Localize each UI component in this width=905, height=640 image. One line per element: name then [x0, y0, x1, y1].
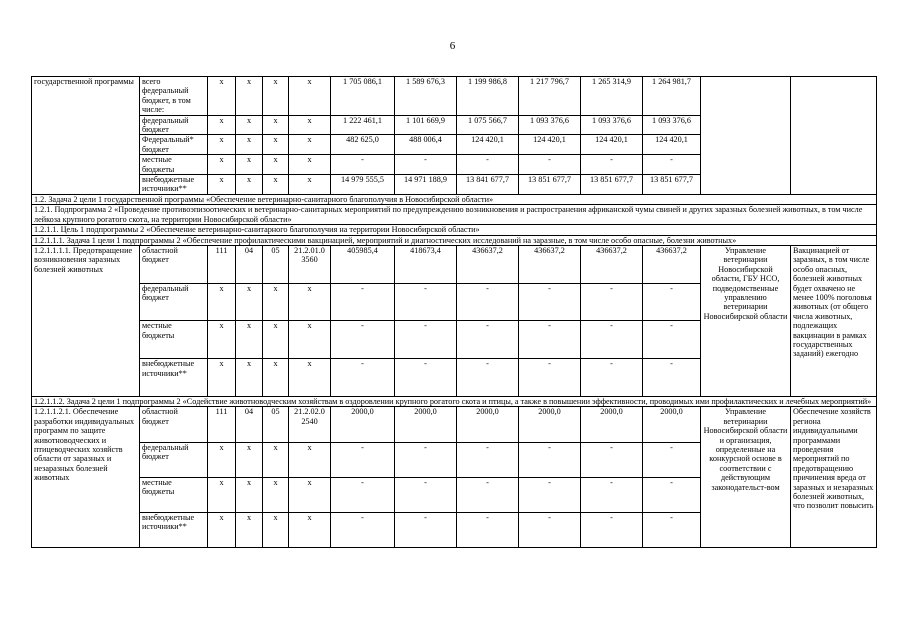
table-cell: 13 851 677,7	[519, 175, 581, 195]
table-cell: х	[236, 477, 263, 512]
table-cell: -	[643, 321, 701, 359]
table-cell: федеральный бюджет	[140, 442, 208, 477]
measure1-executor: Управление ветеринарии Новосибирской области, ГБУ НСО, подведомственные управлению ветеринарии Новосибирской области	[701, 245, 791, 396]
table-cell: 488 006,4	[395, 135, 457, 155]
table-cell: внебюджетные источники**	[140, 513, 208, 548]
table-cell: х	[208, 321, 236, 359]
program-label: государственной программы	[32, 77, 140, 195]
table-cell: областной бюджет	[140, 407, 208, 442]
table-cell: областной бюджет	[140, 245, 208, 283]
table-cell: х	[236, 321, 263, 359]
table-cell: 1 093 376,6	[519, 115, 581, 135]
table-cell: 1 101 669,9	[395, 115, 457, 135]
table-cell: х	[236, 283, 263, 321]
table-cell: -	[395, 359, 457, 397]
table-cell: 1 265 314,9	[581, 77, 643, 116]
table-cell: 13 841 677,7	[457, 175, 519, 195]
table-cell: -	[643, 442, 701, 477]
table-cell: 124 420,1	[457, 135, 519, 155]
table-cell: х	[236, 513, 263, 548]
table-cell: местные бюджеты	[140, 477, 208, 512]
table-cell: -	[581, 442, 643, 477]
table-cell: -	[395, 442, 457, 477]
task-row	[32, 194, 877, 204]
table-cell: -	[331, 283, 395, 321]
table-cell: местные бюджеты	[140, 155, 208, 175]
page-number: 6	[449, 40, 456, 52]
table-cell: х	[289, 283, 331, 321]
table-cell: -	[519, 155, 581, 175]
table-cell: Федеральный* бюджет	[140, 135, 208, 155]
table-cell: х	[263, 513, 289, 548]
table-cell: -	[457, 359, 519, 397]
table-cell: х	[208, 135, 236, 155]
table-cell: -	[331, 359, 395, 397]
table-cell: 2000,0	[331, 407, 395, 442]
table-cell: -	[395, 321, 457, 359]
table-cell: 124 420,1	[581, 135, 643, 155]
table-cell: х	[289, 513, 331, 548]
table-cell: 436637,2	[643, 245, 701, 283]
table-cell: 14 979 555,5	[331, 175, 395, 195]
table-cell: 1 093 376,6	[581, 115, 643, 135]
table-cell: х	[263, 135, 289, 155]
table-cell: 1 217 796,7	[519, 77, 581, 116]
table-cell: 05	[263, 407, 289, 442]
table-cell: х	[289, 442, 331, 477]
table-cell: х	[236, 77, 263, 116]
measure1-row	[32, 245, 877, 283]
table-cell: х	[236, 442, 263, 477]
table-cell: -	[457, 283, 519, 321]
table-cell: -	[519, 513, 581, 548]
table-cell: х	[263, 321, 289, 359]
table-cell: -	[457, 442, 519, 477]
table-cell: -	[643, 359, 701, 397]
table-cell: х	[208, 77, 236, 116]
table-cell: -	[581, 321, 643, 359]
table-cell: х	[208, 442, 236, 477]
table-cell: 05	[263, 245, 289, 283]
table-cell: 1 093 376,6	[643, 115, 701, 135]
measure2-name: 1.2.1.1.2.1. Обеспечение разработки индивидуальных программ по защите животноводческих и птицеводческих хозяйств области от заразных и незаразных болезней животных	[32, 407, 140, 548]
table-cell: -	[581, 477, 643, 512]
table-row	[32, 77, 877, 116]
table-cell: х	[263, 115, 289, 135]
table-cell: 2000,0	[643, 407, 701, 442]
table-cell: -	[331, 513, 395, 548]
table-cell: 04	[236, 407, 263, 442]
table-cell: 1.2.1. Подпрограмма 2 «Проведение противоэпизоотических и ветеринарно-санитарных мероприятий по предупреждению возникновения и распространения африканской чумы свиней и других заразных болезней животных, в том числе лейкоза крупного рогатого скота, на территории Новосибирской области»	[32, 205, 877, 225]
table-cell: -	[331, 155, 395, 175]
measure1-result: Вакцинацией от заразных, в том числе особо опасных, болезней животных будет охвачено не менее 100% поголовья животных (от общего числа животных, подлежащих вакцинации в рамках государственных заданий) ежегодно	[791, 245, 877, 396]
table-cell: -	[395, 283, 457, 321]
table-cell: -	[457, 155, 519, 175]
table-cell: 418673,4	[395, 245, 457, 283]
table-cell: -	[581, 155, 643, 175]
table-cell: федеральный бюджет	[140, 283, 208, 321]
table-cell: -	[643, 477, 701, 512]
table-cell: -	[643, 513, 701, 548]
measure2-executor: Управление ветеринарии Новосибирской области и организация, определенные на конкурсной основе в соответствии с действующим законодательст-вом	[701, 407, 791, 548]
table-cell: -	[581, 283, 643, 321]
table-cell: 04	[236, 245, 263, 283]
task2-row	[32, 396, 877, 406]
table-cell: х	[289, 135, 331, 155]
table-cell: внебюджетные источники**	[140, 359, 208, 397]
table-cell: х	[208, 283, 236, 321]
table-cell: 1.2.1.1.2. Задача 2 цели 1 подпрограммы 2 «Содействие животноводческим хозяйствам в оздоровлении крупного рогатого скота и птицы, а также в повышении эффективности, проводимых ими профилактических и лечебных мероприятий»	[32, 396, 877, 406]
table-cell: х	[263, 77, 289, 116]
table-cell: х	[208, 175, 236, 195]
table-cell: х	[289, 115, 331, 135]
table-cell: 1 589 676,3	[395, 77, 457, 116]
table-cell: 1 264 981,7	[643, 77, 701, 116]
table-cell: х	[236, 359, 263, 397]
table-cell: 2000,0	[519, 407, 581, 442]
table-cell: х	[208, 359, 236, 397]
table-cell: 13 851 677,7	[581, 175, 643, 195]
table-cell: 436637,2	[519, 245, 581, 283]
program-table	[31, 76, 877, 548]
table-cell: 21.2.01.0 3560	[289, 245, 331, 283]
table-cell: -	[395, 477, 457, 512]
table-cell: 2000,0	[581, 407, 643, 442]
table-cell: -	[395, 513, 457, 548]
table-cell: -	[457, 477, 519, 512]
table-cell: 2000,0	[457, 407, 519, 442]
subprogram-row	[32, 205, 877, 225]
table-cell: х	[289, 155, 331, 175]
table-cell: 1.2. Задача 2 цели 1 государственной программы «Обеспечение ветеринарно-санитарного благополучия в Новосибирской области»	[32, 194, 877, 204]
table-cell: 13 851 677,7	[643, 175, 701, 195]
table-cell: 1.2.1.1.1. Задача 1 цели 1 подпрограммы 2 «Обеспечение профилактическими вакцинацией, мероприятий и диагностических исследований на заразные, в том числе особо опасные, болезни животных»	[32, 235, 877, 245]
table-cell: х	[236, 115, 263, 135]
table-cell: 21.2.02.0 2540	[289, 407, 331, 442]
table-cell: 436637,2	[581, 245, 643, 283]
table-cell: 111	[208, 407, 236, 442]
table-cell: х	[289, 477, 331, 512]
table-cell: х	[263, 283, 289, 321]
table-cell: -	[519, 283, 581, 321]
table-cell: х	[263, 442, 289, 477]
table-cell: -	[331, 321, 395, 359]
table-cell: х	[289, 321, 331, 359]
table-cell: -	[331, 442, 395, 477]
table-cell	[791, 77, 877, 195]
table-cell: х	[208, 477, 236, 512]
table-cell: -	[581, 513, 643, 548]
table-cell: -	[519, 477, 581, 512]
table-cell: 1.2.1.1. Цель 1 подпрограммы 2 «Обеспечение ветеринарно-санитарного благополучия на территории Новосибирской области»	[32, 225, 877, 235]
table-cell: 1 705 086,1	[331, 77, 395, 116]
table-cell: х	[289, 77, 331, 116]
table-cell: 1 222 461,1	[331, 115, 395, 135]
table-cell: 1 199 986,8	[457, 77, 519, 116]
table-cell: -	[457, 513, 519, 548]
table-cell: 111	[208, 245, 236, 283]
table-cell: 405985,4	[331, 245, 395, 283]
measure2-result: Обеспечение хозяйств региона индивидуальными программами проведения мероприятий по предотвращению причинения вреда от заразных и незаразных болезней животных, что позволит повысить	[791, 407, 877, 548]
table-cell: х	[263, 155, 289, 175]
table-cell: -	[457, 321, 519, 359]
table-cell: х	[236, 135, 263, 155]
table-cell: 2000,0	[395, 407, 457, 442]
table-cell: х	[236, 175, 263, 195]
table-cell: всего федеральный бюджет, в том числе:	[140, 77, 208, 116]
table-cell: 1 075 566,7	[457, 115, 519, 135]
table-cell: 14 971 188,9	[395, 175, 457, 195]
table-cell: -	[519, 359, 581, 397]
table-cell: -	[581, 359, 643, 397]
table-cell: -	[519, 442, 581, 477]
table-cell: -	[395, 155, 457, 175]
table-cell: х	[208, 513, 236, 548]
measure1-name: 1.2.1.1.1.1. Предотвращение возникновения заразных болезней животных	[32, 245, 140, 396]
table-cell: -	[643, 155, 701, 175]
table-cell: х	[208, 155, 236, 175]
table-cell: 436637,2	[457, 245, 519, 283]
table-cell	[701, 77, 791, 195]
table-cell: х	[263, 477, 289, 512]
table-cell: местные бюджеты	[140, 321, 208, 359]
table-cell: 124 420,1	[519, 135, 581, 155]
table-cell: х	[289, 359, 331, 397]
table-cell: х	[263, 175, 289, 195]
table-cell: 124 420,1	[643, 135, 701, 155]
table-cell: х	[208, 115, 236, 135]
table-cell: внебюджетные источники**	[140, 175, 208, 195]
table-cell: -	[519, 321, 581, 359]
table-cell: федеральный бюджет	[140, 115, 208, 135]
table-cell: -	[331, 477, 395, 512]
task1-row	[32, 235, 877, 245]
table-cell: х	[289, 175, 331, 195]
measure2-row	[32, 407, 877, 442]
goal-row	[32, 225, 877, 235]
table-cell: х	[236, 155, 263, 175]
table-cell: -	[643, 283, 701, 321]
table-cell: х	[263, 359, 289, 397]
table-cell: 482 625,0	[331, 135, 395, 155]
